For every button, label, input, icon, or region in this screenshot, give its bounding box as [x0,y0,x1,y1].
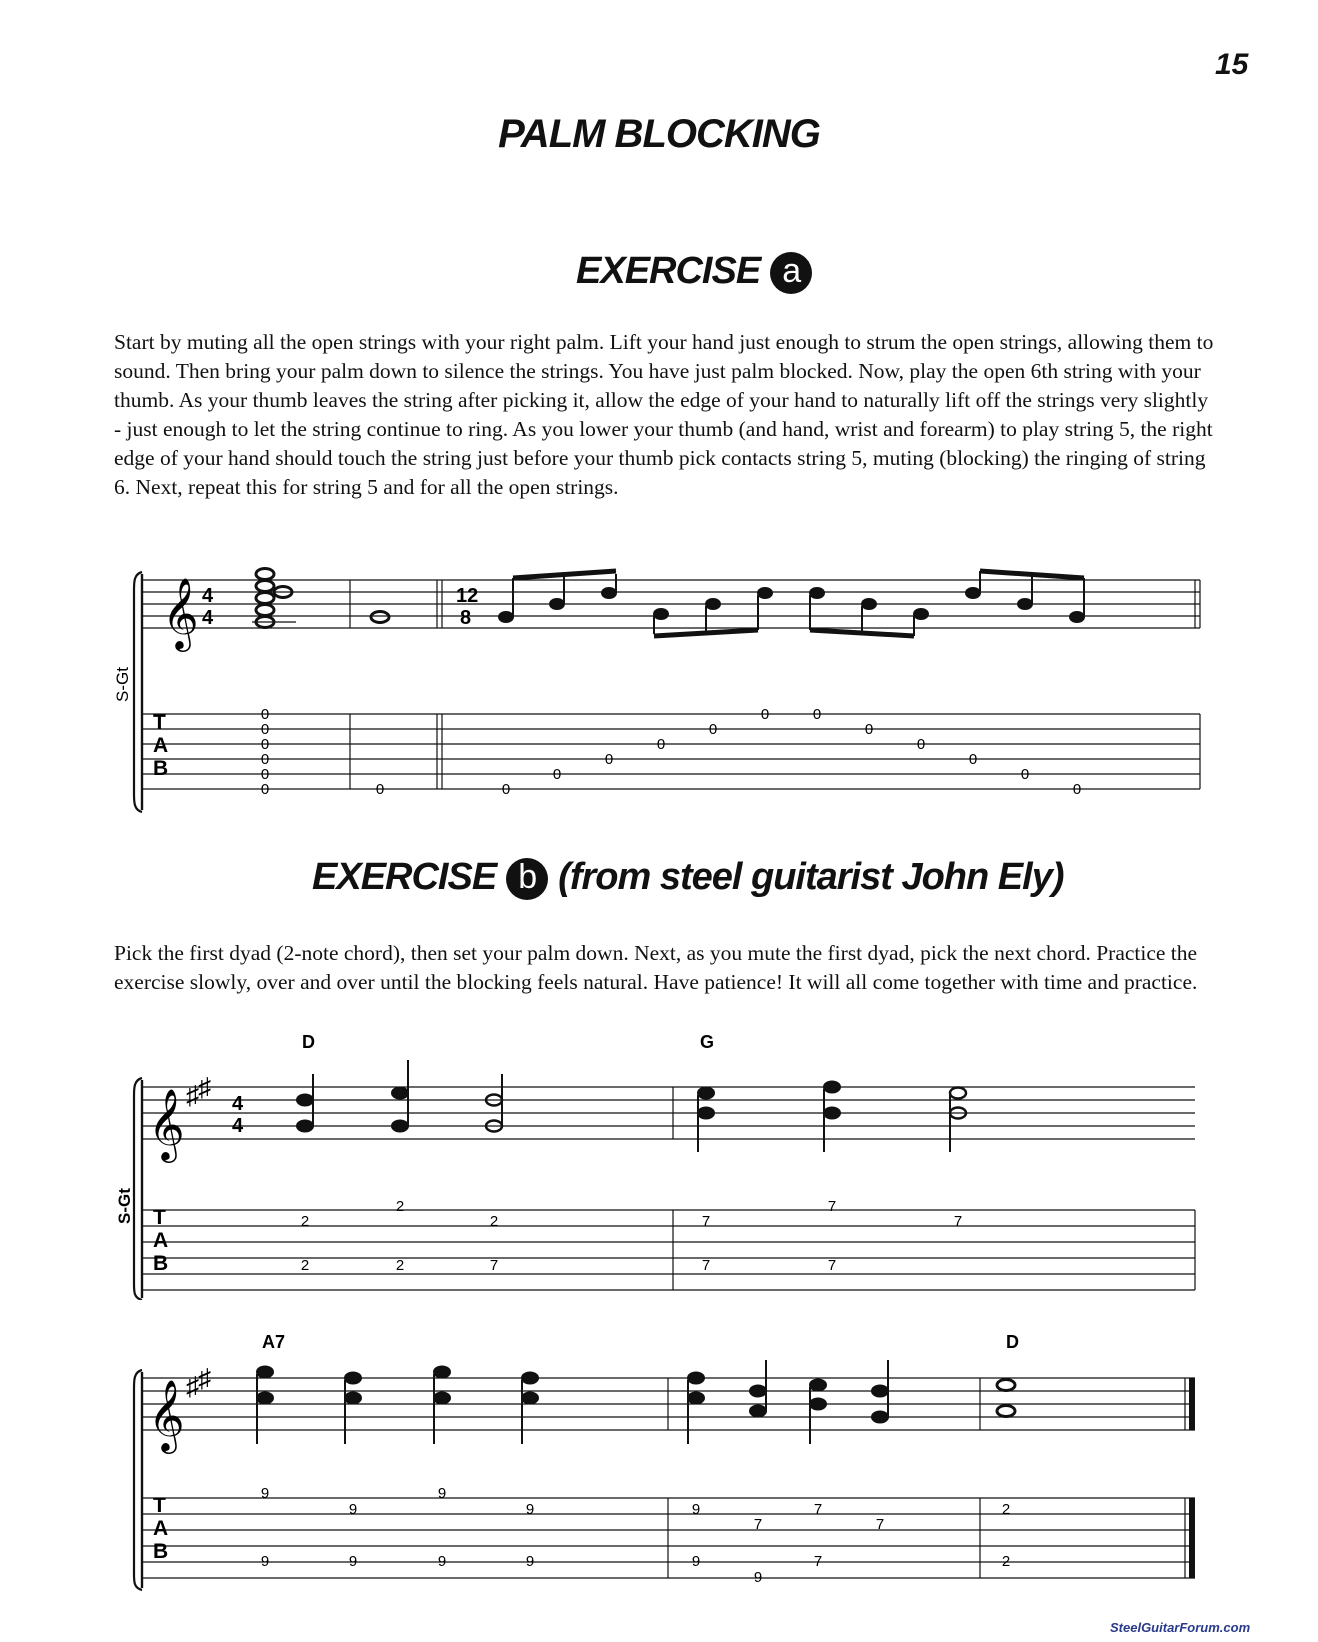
chord-symbol: D [302,1032,315,1052]
tab-fret: 7 [701,1213,711,1230]
time-sig-bottom: 4 [232,1115,244,1137]
tab-fret: 0 [375,781,385,798]
dyad-notes [297,1060,966,1152]
treble-clef-icon: 𝄞 [148,1090,185,1159]
tab-fret: 0 [501,781,511,798]
exercise-b-title: EXERCISE [312,856,497,898]
sharp-icon: ♯ [186,1080,199,1110]
tab-fret: 9 [525,1553,535,1570]
time-sig-top: 4 [202,585,214,607]
tab-fret: 2 [300,1257,310,1274]
exercise-b-badge: b [506,858,548,900]
watermark: SteelGuitarForum.com [1110,1620,1251,1635]
exercise-a-notation [0,560,1318,820]
tab-letter-t: T [153,711,166,734]
exercise-a-heading [576,250,822,294]
tab-letter-a: A [153,1229,169,1252]
tab-fret: 2 [395,1198,405,1215]
tab-fret: 0 [968,751,978,768]
tab-fret: 7 [813,1553,823,1570]
chord-notehead-group [252,569,296,628]
tab-fret: 9 [437,1553,447,1570]
exercise-b-subtitle: (from steel guitarist John Ely) [558,856,1064,898]
tab-fret: 9 [260,1485,270,1502]
tab-fret: 0 [656,736,666,753]
sharp-icon: ♯ [186,1371,199,1401]
time-sig-bottom-2: 8 [460,607,472,629]
tab-fret: 2 [1001,1553,1011,1570]
instrument-label: S-Gt [113,667,132,702]
exercise-b-instructions: Pick the first dyad (2-note chord), then set your palm down. Next, as you mute the first dyad, pick the next chord. Practice the exercise slowly, over and over until the blocking feels natural. Have patience! It will all come together with time and practice. [114,941,1198,994]
exercise-b-heading [312,856,1063,900]
tab-fret: 7 [827,1257,837,1274]
tab-letter-t: T [153,1206,166,1229]
tab-fret: 9 [525,1501,535,1518]
tab-fret: 9 [691,1553,701,1570]
time-sig-bottom: 4 [202,607,214,629]
tab-fret: 7 [875,1516,885,1533]
tab-fret: 0 [604,751,614,768]
tab-fret: 0 [260,721,270,738]
page-number: 15 [1215,48,1249,81]
tab-fret: 7 [827,1198,837,1215]
exercise-a-instructions: Start by muting all the open strings with your right palm. Lift your hand just enough to strum the open strings, allowing them to sound. Then bring your palm down to silence the strings. You have just palm blocked. Now, play the open 6th string with your thumb. As your thumb leaves the string after picking it, allow the edge of your hand to naturally lift off the strings very slightly - just enough to let the string continue to ring. As you lower your thumb (and hand, wrist and forearm) to play string 5, the right edge of your hand should touch the string just before your thumb pick contacts string 5, muting (blocking) the ringing of string 6. Next, repeat this for string 5 and for all the open strings. [114,330,1214,499]
tab-fret: 0 [260,706,270,723]
exercise-b-system-2 [0,1330,1318,1600]
exercise-a-title: EXERCISE [576,250,761,292]
tab-letter-a: A [153,734,169,757]
tab-fret: 7 [489,1257,499,1274]
instrument-label: S-Gt [115,1188,134,1224]
tab-fret: 9 [753,1569,763,1586]
tab-fret: 0 [260,781,270,798]
time-sig-top-2: 12 [456,585,479,607]
tab-fret: 0 [916,736,926,753]
tab-letter-b: B [153,757,169,780]
sharp-icon: ♯ [198,1072,211,1102]
tab-fret: 2 [489,1213,499,1230]
tab-fret: 9 [348,1501,358,1518]
tab-fret: 0 [1072,781,1082,798]
tab-fret: 7 [813,1501,823,1518]
time-sig-top: 4 [232,1093,244,1115]
tab-fret: 2 [300,1213,310,1230]
treble-clef-icon: 𝄞 [148,1381,185,1450]
tab-fret: 0 [260,766,270,783]
tab-letter-b: B [153,1252,169,1275]
tab-fret: 9 [437,1485,447,1502]
tab-fret: 7 [701,1257,711,1274]
whole-note [371,612,389,623]
chord-symbol: A7 [262,1332,286,1352]
tab-fret: 0 [260,751,270,768]
chord-symbol: D [1006,1332,1019,1352]
final-barline [1189,1498,1195,1578]
tab-letter-t: T [153,1494,166,1517]
exercise-b-system-1 [0,1030,1318,1300]
tab-fret: 0 [864,721,874,738]
tab-fret: 2 [395,1257,405,1274]
tab-fret: 0 [812,706,822,723]
tab-fret: 7 [953,1213,963,1230]
final-barline [1189,1378,1195,1430]
tab-fret: 0 [260,736,270,753]
tab-fret: 2 [1001,1501,1011,1518]
dyad-notes [257,1360,1015,1444]
tab-fret: 9 [691,1501,701,1518]
tab-fret: 0 [552,766,562,783]
tab-fret: 0 [760,706,770,723]
page-title: PALM BLOCKING [498,112,820,156]
tab-fret: 9 [260,1553,270,1570]
tab-fret: 0 [708,721,718,738]
tab-letter-a: A [153,1517,169,1540]
tab-fret: 9 [348,1553,358,1570]
chord-symbol: G [700,1032,715,1052]
tab-letter-b: B [153,1540,169,1563]
tab-fret: 7 [753,1516,763,1533]
sharp-icon: ♯ [198,1363,211,1393]
exercise-a-badge: a [770,252,812,294]
tab-fret: 0 [1020,766,1030,783]
treble-clef-icon: 𝄞 [162,579,199,648]
